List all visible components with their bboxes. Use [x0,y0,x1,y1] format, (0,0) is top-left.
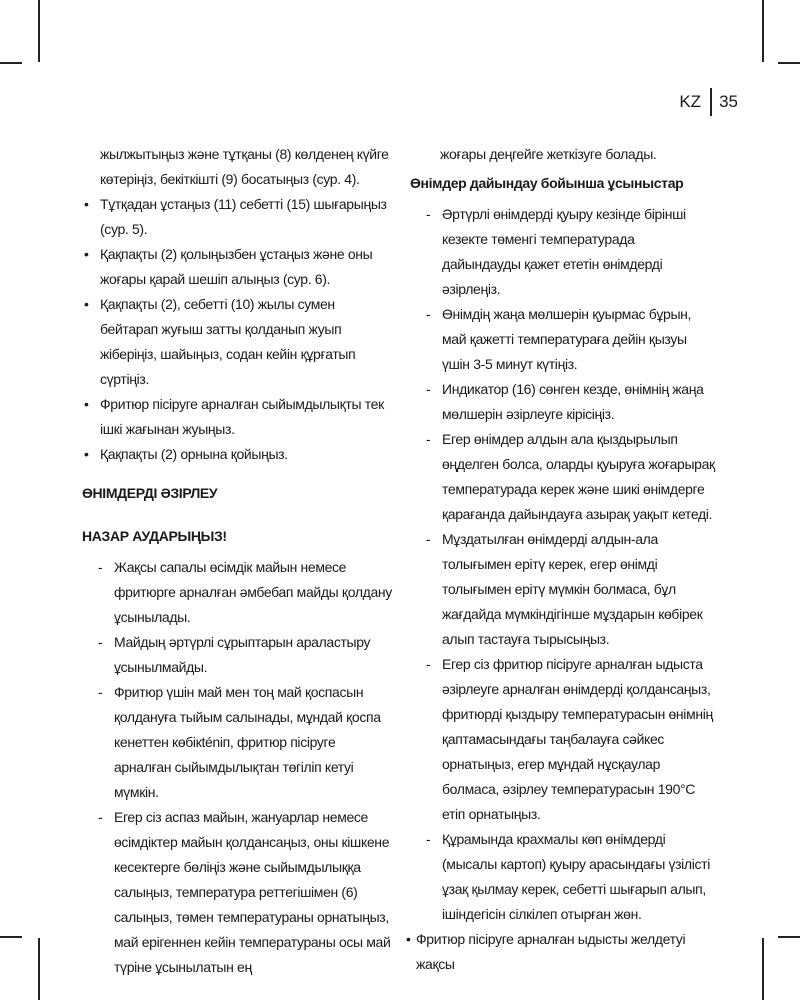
crop-mark [0,936,22,938]
crop-mark [762,938,764,1000]
right-column [410,142,716,977]
list-item: - Егер сіз фритюр пісіруге арналған ыдыста әзірлеуге арналған өнімдерді қолдансаңыз, фритюрді қыздыру температурасын өнімнің қаптамасындағы таңбалауға сәйкес орнатыңыз, егер мұндай нұсқаулар болмаса, әзірлеу температурасын 190°С етіп орнатыңыз. [424,652,716,827]
list-item: - Жақсы сапалы өсімдік майын немесе фритюрге арналған әмбебап майды қолдану ұсынылады. [96,555,392,630]
final-bullet: • Фритюр пісіруге арналған ыдысты желдетуі жақсы [406,927,712,977]
attention-list [82,555,392,980]
section-title: ӨНІМДЕРДІ ӘЗІРЛЕУ [82,485,218,501]
list-item: - Құрамында крахмалы көп өнімдерді (мысалы картоп) қуыру арасындағы үзілісті ұзақ қылмау керек, себетті шығарып алып, ішіндегісін сілкілеп отырған жөн. [424,827,716,927]
list-item: • Тұтқадан ұстаңыз (11) себетті (15) шығарыңыз (сур. 5). [82,192,392,242]
list-item: • Фритюр пісіруге арналған сыйымдылықты тек ішкі жағынан жуыңыз. [82,392,392,442]
list-item: - Әртүрлі өнімдерді қуыру кезінде бірінші кезекте төменгі температурада дайындауды қажет ететін өнімдерді әзірлеңіз. [424,202,716,302]
list-item: • Қақпақты (2) орнына қойыңыз. [82,442,392,467]
recommendations-title: Өнімдер дайындау бойынша ұсыныстар [410,175,684,191]
crop-mark [38,0,40,62]
list-item: • Қақпақты (2) қолыңызбен ұстаңыз және оны жоғары қарай шешіп алыңыз (сур. 6). [82,242,392,292]
language-code: KZ [679,92,702,111]
left-column [82,142,392,980]
crop-mark [762,0,764,62]
page-number: 35 [719,92,738,111]
list-item: - Егер сіз аспаз майын, жануарлар немесе өсімдіктер майын қолдансаңыз, оны кішкене кесектерге бөліңіз және сыйымдылыққа салыңыз, температура реттегішімен (6) салыңыз, төмен температураны орнатыңыз, май ерігеннен кейін температураны осы май түріне ұсынылатын ең [96,805,392,980]
crop-mark [38,938,40,1000]
attention-title: НАЗАР АУДАРЫҢЫЗ! [82,528,227,544]
intro-text: жылжытыңыз және тұтқаны (8) көлденең күйге көтеріңіз, бекіткішті (9) босатыңыз (сур. 4). [100,146,389,187]
crop-mark [778,62,800,64]
page-header [679,88,738,116]
crop-mark [0,62,22,64]
list-item: - Мұздатылған өнімдерді алдын-ала толығымен ерітү керек, егер өнімді толығымен ерітү мүмкін болмаса, бұл жағдайда мүмкіндігінше мұздарын көбірек алып тастауға тырысыңыз. [424,527,716,652]
header-divider [710,88,712,116]
cleaning-steps-list [82,192,392,467]
recommendations-list [410,202,716,927]
list-item: - Өнімдің жаңа мөлшерін қуырмас бұрын, май қажетті температураға дейін қызуы үшін 3-5 минут күтіңіз. [424,302,716,377]
list-item: - Майдың әртүрлі сұрыптарын араластыру ұсынылмайды. [96,630,392,680]
list-item: - Индикатор (16) сөнген кезде, өнімнің жаңа мөлшерін әзірлеуге кірісіңіз. [424,377,716,427]
continuation-text: жоғары деңгейге жеткізуге болады. [440,146,657,162]
list-item: - Фритюр үшін май мен тоң май қоспасын қолдануға тыйым салынады, мұндай қоспа кенеттен көбікténiп, фритюр пісіруге арналған сыйымдылықтан төгіліп кетуі мүмкін. [96,680,392,805]
list-item: - Егер өнімдер алдын ала қыздырылып өңделген болса, оларды қуыруға жоғарырақ температурада керек және шикі өнімдерге қарағанда дайындауға азырақ уақыт кетеді. [424,427,716,527]
crop-mark [778,936,800,938]
list-item: • Қақпақты (2), себетті (10) жылы сумен бейтарап жуғыш затты қолданып жуып жіберіңіз, шайыңыз, содан кейін құрғатып сүртіңіз. [82,292,392,392]
